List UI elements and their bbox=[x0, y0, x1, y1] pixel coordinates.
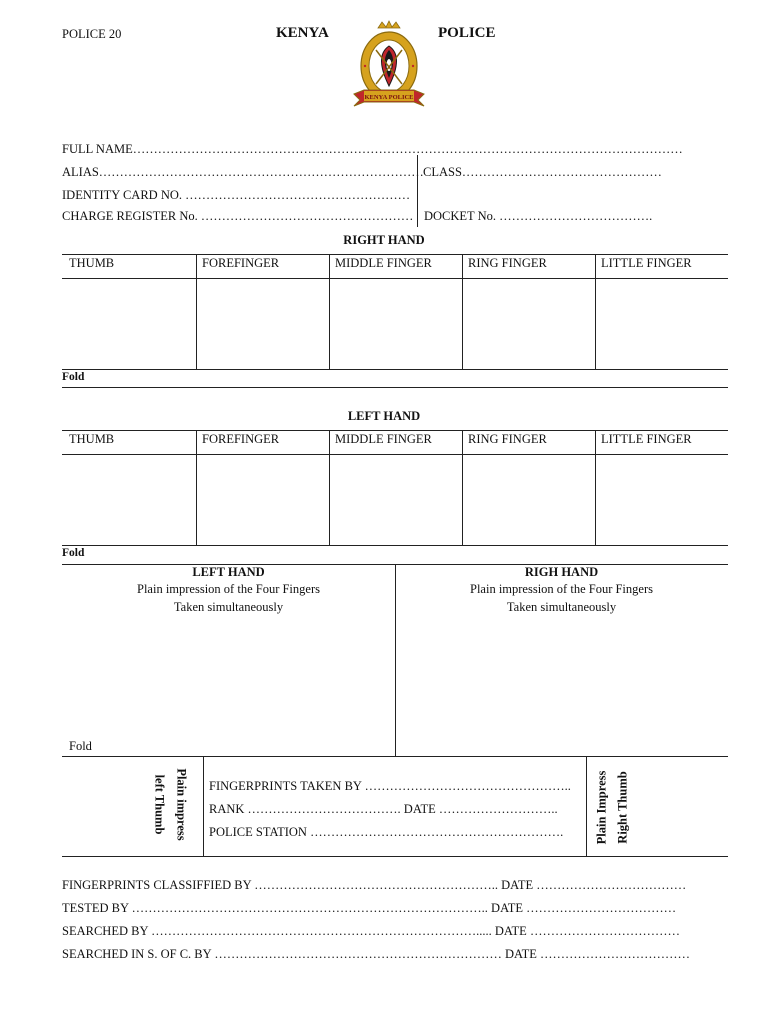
identity-card-field[interactable]: IDENTITY CARD NO. ……………………………………………… bbox=[62, 188, 411, 202]
rh-bottom-line bbox=[62, 369, 728, 370]
plain-impress-left-label-2: left Thumb bbox=[152, 774, 167, 835]
plain-impress-right-label-2: Right Thumb bbox=[615, 771, 630, 844]
plain-right-line2: Taken simultaneously bbox=[506, 600, 617, 614]
rh-thumb-header: THUMB bbox=[69, 256, 115, 270]
plain-left-title: LEFT HAND bbox=[192, 565, 265, 579]
alias-field[interactable]: ALIAS…………………………………………………………………… bbox=[62, 165, 424, 179]
title-police: POLICE bbox=[438, 25, 496, 41]
full-name-field[interactable]: FULL NAME…………………………………………………………………………………………………………………… bbox=[62, 142, 683, 156]
thumb-box-right-div bbox=[586, 756, 587, 856]
fingerprints-taken-by-field[interactable]: FINGERPRINTS TAKEN BY ………………………………………….. bbox=[209, 779, 571, 793]
lh-col-div-1 bbox=[196, 430, 197, 545]
rh-forefinger-header: FOREFINGER bbox=[202, 256, 280, 270]
searched-in-soc-by-field[interactable]: SEARCHED IN S. OF C. BY …………………………………………………………… DATE ……………………………… bbox=[62, 947, 691, 961]
form-code: POLICE 20 bbox=[62, 27, 122, 41]
plain-left-line2: Taken simultaneously bbox=[173, 600, 284, 614]
title-kenya: KENYA bbox=[276, 25, 329, 41]
rh-col-div-3 bbox=[462, 254, 463, 369]
plain-impress-right-label-1: Plain Impress bbox=[594, 770, 609, 845]
class-field[interactable]: CLASS………………………………………… bbox=[423, 165, 662, 179]
lh-ring-finger-header: RING FINGER bbox=[468, 432, 547, 446]
rh-ring-finger-header: RING FINGER bbox=[468, 256, 547, 270]
kenya-police-emblem bbox=[348, 20, 430, 112]
rh-col-div-4 bbox=[595, 254, 596, 369]
classified-by-field[interactable]: FINGERPRINTS CLASSIFFIED BY ………………………………………………….. DATE ……………………………… bbox=[62, 878, 687, 892]
fields-divider bbox=[417, 155, 418, 227]
lh-col-div-4 bbox=[595, 430, 596, 545]
plain-fold-label: Fold bbox=[69, 739, 92, 753]
thumb-box-left-div bbox=[203, 756, 204, 856]
plain-impress-left-label-1: Plain impress bbox=[174, 768, 189, 841]
rh-col-div-2 bbox=[329, 254, 330, 369]
emblem-banner-text: KENYA POLICE bbox=[364, 94, 414, 101]
lh-thumb-header: THUMB bbox=[69, 432, 115, 446]
plain-left-line1: Plain impression of the Four Fingers bbox=[137, 582, 320, 596]
police-station-field[interactable]: POLICE STATION ……………………………………………………. bbox=[209, 825, 564, 839]
lh-header-line bbox=[62, 454, 728, 455]
rh-middle-finger-header: MIDDLE FINGER bbox=[335, 256, 432, 270]
rh-header-line bbox=[62, 278, 728, 279]
docket-field[interactable]: DOCKET No. ………………………………. bbox=[424, 209, 653, 223]
left-hand-title: LEFT HAND bbox=[347, 409, 421, 423]
lh-col-div-3 bbox=[462, 430, 463, 545]
plain-right-title: RIGH HAND bbox=[524, 565, 599, 579]
lh-middle-finger-header: MIDDLE FINGER bbox=[335, 432, 432, 446]
lh-col-div-2 bbox=[329, 430, 330, 545]
rh-little-finger-header: LITTLE FINGER bbox=[601, 256, 692, 270]
lh-top-line bbox=[62, 430, 728, 431]
plain-right-line1: Plain impression of the Four Fingers bbox=[470, 582, 653, 596]
tested-by-field[interactable]: TESTED BY ………………………………………………………………………….. DATE ……………………………… bbox=[62, 901, 677, 915]
rh-fold-line bbox=[62, 387, 728, 388]
lh-little-finger-header: LITTLE FINGER bbox=[601, 432, 692, 446]
rh-col-div-1 bbox=[196, 254, 197, 369]
rh-fold-label: Fold bbox=[62, 371, 85, 383]
lh-bottom-line bbox=[62, 545, 728, 546]
right-hand-title: RIGHT HAND bbox=[343, 233, 425, 247]
searched-by-field[interactable]: SEARCHED BY ……………………………………………………………………..... DATE ……………………………… bbox=[62, 924, 680, 938]
rh-top-line bbox=[62, 254, 728, 255]
lh-forefinger-header: FOREFINGER bbox=[202, 432, 280, 446]
charge-register-field[interactable]: CHARGE REGISTER No. …………………………………………… bbox=[62, 209, 414, 223]
rank-date-field[interactable]: RANK ………………………………. DATE ……………………….. bbox=[209, 802, 558, 816]
lh-fold-label: Fold bbox=[62, 547, 85, 559]
